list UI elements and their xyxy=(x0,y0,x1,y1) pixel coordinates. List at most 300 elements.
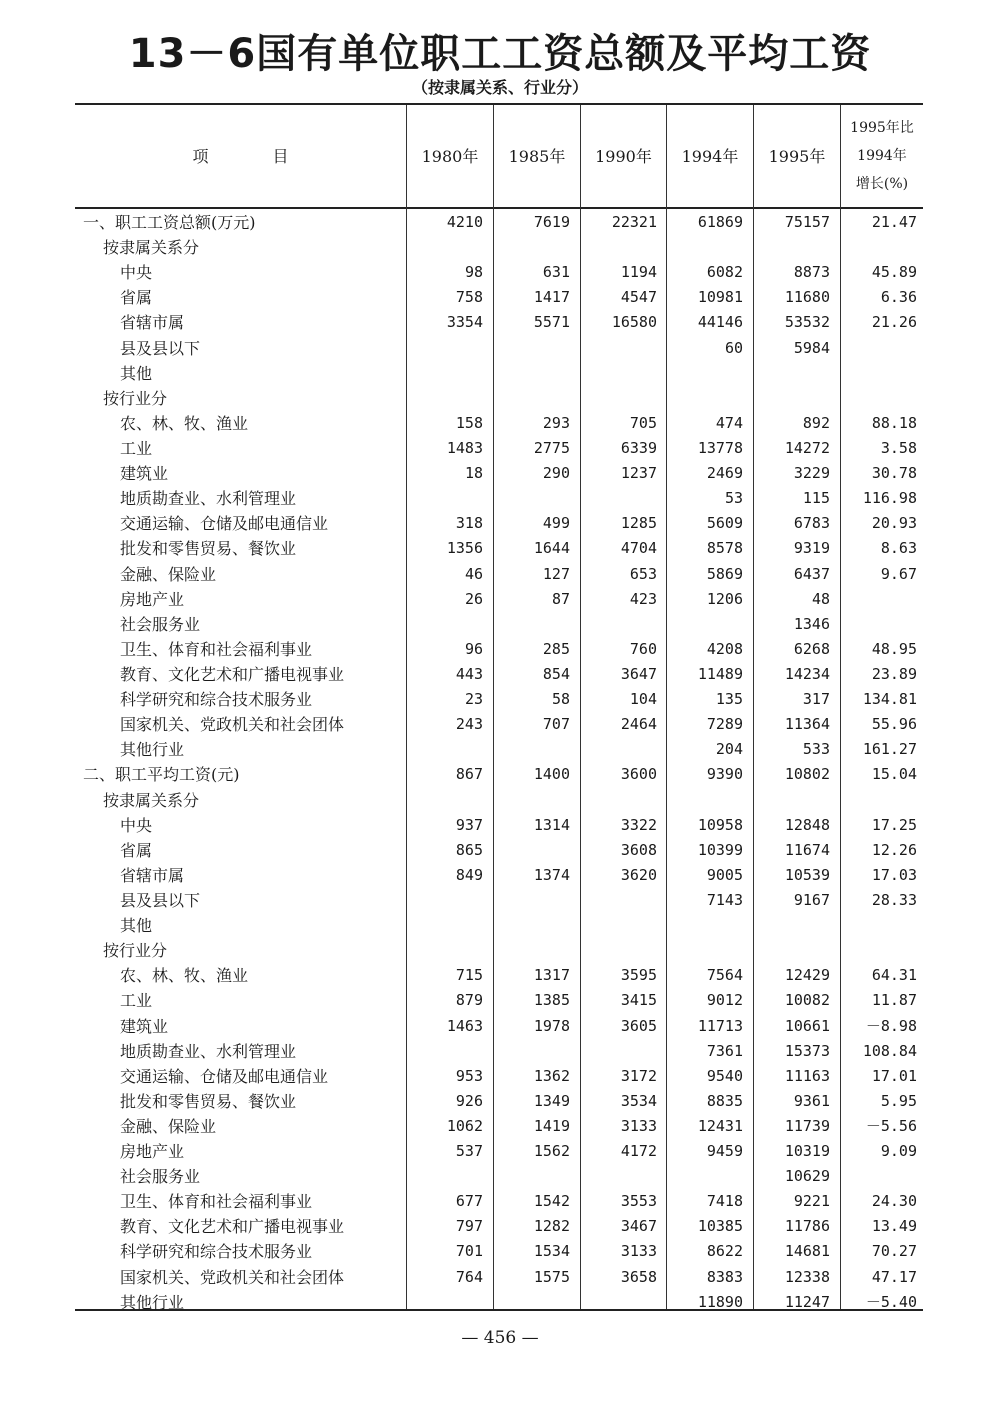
row-label: 教育、文化艺术和广播电视事业 xyxy=(120,1217,345,1237)
value-1980 xyxy=(408,386,483,411)
header-1994: 1994年 xyxy=(681,147,739,166)
row-label: 社会服务业 xyxy=(120,1167,201,1187)
table-row xyxy=(75,838,923,863)
value-1990: 3658 xyxy=(620,1267,657,1286)
value-1980 xyxy=(408,913,483,938)
value-1990 xyxy=(582,938,657,963)
value-growth: 5.95 xyxy=(880,1091,917,1110)
table-row xyxy=(75,1139,923,1164)
value-growth: 17.03 xyxy=(871,865,917,884)
value-1995: 9167 xyxy=(793,890,830,909)
value-1980: 1062 xyxy=(446,1116,483,1135)
value-1994: 11489 xyxy=(697,664,743,683)
value-1980: 715 xyxy=(455,966,483,985)
value-1990 xyxy=(582,737,657,762)
value-1994: 61869 xyxy=(697,213,743,231)
value-1995: 8873 xyxy=(793,263,830,282)
value-1994: 8622 xyxy=(706,1242,743,1261)
value-growth: 9.09 xyxy=(880,1142,917,1161)
row-label: 省属 xyxy=(120,288,153,308)
value-1994: 7564 xyxy=(706,966,743,985)
value-1995 xyxy=(755,386,830,411)
value-1994: 5609 xyxy=(706,514,743,533)
row-label: 批发和零售贸易、餐饮业 xyxy=(120,539,297,559)
value-1985: 1644 xyxy=(533,539,570,558)
value-1980: 701 xyxy=(455,1242,483,1261)
value-1995 xyxy=(755,913,830,938)
value-1980 xyxy=(408,737,483,762)
value-1995: 11674 xyxy=(784,840,830,859)
value-growth: 55.96 xyxy=(871,715,917,734)
table-row xyxy=(75,1039,923,1064)
table-row xyxy=(75,461,923,486)
value-1990 xyxy=(582,612,657,637)
row-label: 其他 xyxy=(120,916,153,936)
value-growth: 13.49 xyxy=(871,1217,917,1236)
header-1995: 1995年 xyxy=(768,147,826,166)
value-1994: 8383 xyxy=(706,1267,743,1286)
table-row xyxy=(75,511,923,536)
page-title: 13－6国有单位职工工资总额及平均工资 xyxy=(128,31,872,77)
value-1990: 653 xyxy=(629,564,657,583)
value-1990: 3553 xyxy=(620,1192,657,1211)
value-1985: 290 xyxy=(542,464,570,483)
value-1990: 22321 xyxy=(611,213,657,231)
value-1985 xyxy=(495,938,570,963)
value-1995 xyxy=(755,361,830,386)
value-1994: 1206 xyxy=(706,589,743,608)
value-1985: 1317 xyxy=(533,966,570,985)
value-1985: 1400 xyxy=(533,765,570,784)
value-1994: 44146 xyxy=(697,313,743,332)
table-row xyxy=(75,612,923,637)
value-1990: 2464 xyxy=(620,715,657,734)
value-1994: 9012 xyxy=(706,991,743,1010)
value-1995: 14272 xyxy=(784,438,830,457)
value-1985: 1362 xyxy=(533,1066,570,1085)
row-label: 其他行业 xyxy=(120,1292,185,1312)
value-1980: 677 xyxy=(455,1192,483,1211)
value-1985: 1374 xyxy=(533,865,570,884)
value-1980: 243 xyxy=(455,715,483,734)
value-growth: 28.33 xyxy=(871,890,917,909)
value-1985: 7619 xyxy=(533,213,570,231)
row-label: 地质勘查业、水利管理业 xyxy=(120,489,297,509)
value-growth xyxy=(842,386,917,411)
value-1980: 18 xyxy=(464,464,483,483)
value-growth: 47.17 xyxy=(871,1267,917,1286)
value-1994: 9390 xyxy=(706,765,743,784)
value-1995: 10802 xyxy=(784,765,830,784)
value-1994: 4208 xyxy=(706,639,743,658)
value-1995 xyxy=(755,938,830,963)
value-1985 xyxy=(495,235,570,260)
value-1985 xyxy=(495,888,570,913)
value-1980: 96 xyxy=(464,639,483,658)
value-1995: 12848 xyxy=(784,815,830,834)
table-row xyxy=(75,1214,923,1239)
value-1985: 1349 xyxy=(533,1091,570,1110)
value-1995: 11680 xyxy=(784,288,830,307)
value-1980 xyxy=(408,361,483,386)
value-1980: 926 xyxy=(455,1091,483,1110)
value-1990: 3605 xyxy=(620,1016,657,1035)
table-row xyxy=(75,486,923,511)
row-label: 省辖市属 xyxy=(120,313,185,333)
value-1995: 12429 xyxy=(784,966,830,985)
value-1990: 760 xyxy=(629,639,657,658)
value-1980: 797 xyxy=(455,1217,483,1236)
value-growth xyxy=(842,235,917,260)
value-growth xyxy=(842,612,917,637)
value-1995: 10082 xyxy=(784,991,830,1010)
table-row xyxy=(75,210,923,235)
value-1990: 16580 xyxy=(611,313,657,332)
value-1990: 3647 xyxy=(620,664,657,683)
value-1995: 11247 xyxy=(784,1292,830,1311)
value-growth: 161.27 xyxy=(862,740,917,759)
value-1995: 75157 xyxy=(784,213,830,231)
row-label: 省属 xyxy=(120,840,153,860)
table-row xyxy=(75,788,923,813)
header-growth-line1: 1995年比 xyxy=(850,119,914,136)
row-label: 建筑业 xyxy=(120,1016,169,1036)
value-1995: 6783 xyxy=(793,514,830,533)
row-label: 社会服务业 xyxy=(120,614,201,634)
value-1980: 26 xyxy=(464,589,483,608)
row-label: 一、职工工资总额(万元) xyxy=(83,213,256,232)
value-1994: 8578 xyxy=(706,539,743,558)
value-1990: 104 xyxy=(629,690,657,709)
table-row xyxy=(75,436,923,461)
row-label: 卫生、体育和社会福利事业 xyxy=(120,639,313,659)
value-1990: 4547 xyxy=(620,288,657,307)
value-1995: 10319 xyxy=(784,1142,830,1161)
table-row xyxy=(75,361,923,386)
row-label: 按隶属关系分 xyxy=(103,238,200,258)
value-1980: 3354 xyxy=(446,313,483,332)
value-growth: －5.56 xyxy=(865,1116,917,1135)
value-growth: 21.47 xyxy=(871,213,917,231)
row-label: 二、职工平均工资(元) xyxy=(83,765,240,785)
table-row xyxy=(75,562,923,587)
value-1995: 15373 xyxy=(784,1041,830,1060)
value-growth: 70.27 xyxy=(871,1242,917,1261)
row-label: 科学研究和综合技术服务业 xyxy=(120,1242,313,1262)
table-row xyxy=(75,1164,923,1189)
value-1985: 1282 xyxy=(533,1217,570,1236)
row-label: 其他 xyxy=(120,363,153,383)
value-1995: 10661 xyxy=(784,1016,830,1035)
value-1995: 14681 xyxy=(784,1242,830,1261)
value-1980: 865 xyxy=(455,840,483,859)
table-row xyxy=(75,737,923,762)
value-growth xyxy=(842,336,917,361)
value-1980: 879 xyxy=(455,991,483,1010)
row-label: 房地产业 xyxy=(120,589,185,609)
value-1995: 9319 xyxy=(793,539,830,558)
value-1985 xyxy=(495,361,570,386)
row-label: 交通运输、仓储及邮电通信业 xyxy=(120,514,329,534)
value-growth: －5.40 xyxy=(865,1292,917,1311)
row-label: 中央 xyxy=(120,263,153,283)
table-row xyxy=(75,1290,923,1315)
value-1994: 9005 xyxy=(706,865,743,884)
value-1995: 14234 xyxy=(784,664,830,683)
row-label: 房地产业 xyxy=(120,1142,185,1162)
value-1995: 115 xyxy=(802,489,830,508)
value-growth: 15.04 xyxy=(871,765,917,784)
value-1990 xyxy=(582,888,657,913)
value-1995: 6268 xyxy=(793,639,830,658)
table-row xyxy=(75,1064,923,1089)
value-1990 xyxy=(582,486,657,511)
value-1994 xyxy=(668,612,743,637)
value-1995: 1346 xyxy=(793,614,830,633)
value-1994: 11890 xyxy=(697,1292,743,1311)
value-growth xyxy=(842,361,917,386)
value-1980: 537 xyxy=(455,1142,483,1161)
value-1980: 849 xyxy=(455,865,483,884)
value-1994: 8835 xyxy=(706,1091,743,1110)
table-row xyxy=(75,662,923,687)
table-row xyxy=(75,863,923,888)
value-growth: 24.30 xyxy=(871,1192,917,1211)
value-1994: 9459 xyxy=(706,1142,743,1161)
table-row xyxy=(75,637,923,662)
value-1990: 4172 xyxy=(620,1142,657,1161)
value-1980: 98 xyxy=(464,263,483,282)
value-growth: 20.93 xyxy=(871,514,917,533)
value-1995: 11364 xyxy=(784,715,830,734)
table-row xyxy=(75,1114,923,1139)
value-growth: 30.78 xyxy=(871,464,917,483)
value-1990 xyxy=(582,336,657,361)
value-1985: 1419 xyxy=(533,1116,570,1135)
value-1995: 48 xyxy=(811,589,830,608)
value-1990 xyxy=(582,913,657,938)
row-label: 省辖市属 xyxy=(120,865,185,885)
value-1995: 892 xyxy=(802,413,830,432)
value-1985: 293 xyxy=(542,413,570,432)
value-1980: 4210 xyxy=(446,213,483,231)
page-subtitle: （按隶属关系、行业分） xyxy=(411,78,588,97)
value-1990: 1194 xyxy=(620,263,657,282)
row-label: 地质勘查业、水利管理业 xyxy=(120,1041,297,1061)
value-1980 xyxy=(408,336,483,361)
value-1985: 1385 xyxy=(533,991,570,1010)
value-1985 xyxy=(495,486,570,511)
value-growth: 6.36 xyxy=(880,288,917,307)
value-1980: 937 xyxy=(455,815,483,834)
value-1985 xyxy=(495,1164,570,1189)
value-1994: 10399 xyxy=(697,840,743,859)
value-1980 xyxy=(408,612,483,637)
value-growth: 12.26 xyxy=(871,840,917,859)
row-label: 金融、保险业 xyxy=(120,564,217,584)
table-row xyxy=(75,235,923,260)
value-1994 xyxy=(668,386,743,411)
value-1990: 3600 xyxy=(620,765,657,784)
row-label: 建筑业 xyxy=(120,464,169,484)
table-row xyxy=(75,913,923,938)
value-growth xyxy=(842,587,917,612)
table-body xyxy=(75,210,923,1315)
value-1980 xyxy=(408,938,483,963)
header-growth-line3: 增长(%) xyxy=(855,175,909,192)
value-1980 xyxy=(408,1164,483,1189)
value-1995: 53532 xyxy=(784,313,830,332)
value-1985 xyxy=(495,1290,570,1315)
value-1994: 2469 xyxy=(706,464,743,483)
value-1985: 631 xyxy=(542,263,570,282)
value-1985: 285 xyxy=(542,639,570,658)
table-row xyxy=(75,310,923,335)
value-growth: －8.98 xyxy=(865,1016,917,1035)
value-growth xyxy=(842,788,917,813)
value-1990: 3133 xyxy=(620,1116,657,1135)
value-1990 xyxy=(582,1290,657,1315)
value-1990: 6339 xyxy=(620,438,657,457)
value-growth: 17.01 xyxy=(871,1066,917,1085)
value-1985 xyxy=(495,788,570,813)
table-row xyxy=(75,687,923,712)
row-label: 交通运输、仓储及邮电通信业 xyxy=(120,1066,329,1086)
value-growth: 108.84 xyxy=(862,1041,917,1060)
table-row xyxy=(75,1239,923,1264)
value-1985 xyxy=(495,1039,570,1064)
value-1980: 318 xyxy=(455,514,483,533)
value-1995: 12338 xyxy=(784,1267,830,1286)
value-growth xyxy=(842,938,917,963)
table-row xyxy=(75,888,923,913)
value-1985 xyxy=(495,336,570,361)
value-1985: 854 xyxy=(542,664,570,683)
value-1994: 10958 xyxy=(697,815,743,834)
value-1980: 953 xyxy=(455,1066,483,1085)
row-label: 农、林、牧、渔业 xyxy=(120,413,249,433)
value-1985 xyxy=(495,612,570,637)
value-1995: 6437 xyxy=(793,564,830,583)
value-1980 xyxy=(408,888,483,913)
value-1985: 1314 xyxy=(533,815,570,834)
header-growth-line2: 1994年 xyxy=(857,147,907,164)
value-1994: 7361 xyxy=(706,1041,743,1060)
value-1985: 1562 xyxy=(533,1142,570,1161)
value-1990: 3467 xyxy=(620,1217,657,1236)
row-label: 县及县以下 xyxy=(120,890,201,910)
value-1990: 705 xyxy=(629,413,657,432)
table-row xyxy=(75,587,923,612)
page-number: — 456 — xyxy=(461,1328,539,1348)
value-1994: 11713 xyxy=(697,1016,743,1035)
value-1990: 3322 xyxy=(620,815,657,834)
value-1995: 11739 xyxy=(784,1116,830,1135)
row-label: 科学研究和综合技术服务业 xyxy=(120,690,313,710)
value-1990: 4704 xyxy=(620,539,657,558)
value-1985 xyxy=(495,386,570,411)
row-label: 批发和零售贸易、餐饮业 xyxy=(120,1091,297,1111)
header-growth xyxy=(841,103,923,208)
value-1990 xyxy=(582,235,657,260)
value-1980: 1356 xyxy=(446,539,483,558)
table-row xyxy=(75,260,923,285)
value-1995: 5984 xyxy=(793,338,830,357)
row-label: 按行业分 xyxy=(103,388,168,408)
value-1990: 1237 xyxy=(620,464,657,483)
row-label: 国家机关、党政机关和社会团体 xyxy=(120,715,345,735)
value-1990: 3620 xyxy=(620,865,657,884)
value-1995: 3229 xyxy=(793,464,830,483)
value-growth: 88.18 xyxy=(871,413,917,432)
value-1990 xyxy=(582,386,657,411)
value-1980: 443 xyxy=(455,664,483,683)
value-1994: 10385 xyxy=(697,1217,743,1236)
header-item: 项 目 xyxy=(192,147,289,166)
value-1980: 1483 xyxy=(446,438,483,457)
value-1980: 46 xyxy=(464,564,483,583)
value-1994: 204 xyxy=(715,740,743,759)
value-1995 xyxy=(755,235,830,260)
row-label: 县及县以下 xyxy=(120,338,201,358)
value-1994 xyxy=(668,938,743,963)
value-growth: 134.81 xyxy=(862,690,917,709)
row-label: 中央 xyxy=(120,815,153,835)
value-1995: 11163 xyxy=(784,1066,830,1085)
value-1995: 11786 xyxy=(784,1217,830,1236)
value-1990 xyxy=(582,361,657,386)
row-label: 金融、保险业 xyxy=(120,1116,217,1136)
value-growth: 116.98 xyxy=(862,489,917,508)
value-growth: 9.67 xyxy=(880,564,917,583)
table-row xyxy=(75,963,923,988)
value-growth: 23.89 xyxy=(871,664,917,683)
value-growth xyxy=(842,913,917,938)
header-1980: 1980年 xyxy=(421,147,479,166)
value-1990: 3595 xyxy=(620,966,657,985)
row-label: 卫生、体育和社会福利事业 xyxy=(120,1192,313,1212)
table-row xyxy=(75,1265,923,1290)
table-row xyxy=(75,336,923,361)
value-1995: 9221 xyxy=(793,1192,830,1211)
value-1980 xyxy=(408,788,483,813)
row-label: 教育、文化艺术和广播电视事业 xyxy=(120,664,345,684)
value-1985: 1417 xyxy=(533,288,570,307)
value-growth: 64.31 xyxy=(871,966,917,985)
value-1980: 764 xyxy=(455,1267,483,1286)
value-1994 xyxy=(668,361,743,386)
value-1994 xyxy=(668,1164,743,1189)
table-row xyxy=(75,813,923,838)
value-1995: 533 xyxy=(802,740,830,759)
value-1994: 60 xyxy=(724,338,743,357)
value-1994: 7418 xyxy=(706,1192,743,1211)
value-growth: 8.63 xyxy=(880,539,917,558)
value-1994: 5869 xyxy=(706,564,743,583)
value-1985 xyxy=(495,913,570,938)
value-1990: 423 xyxy=(629,589,657,608)
value-1990 xyxy=(582,1039,657,1064)
value-1995: 317 xyxy=(802,690,830,709)
table-row xyxy=(75,285,923,310)
value-1994: 7289 xyxy=(706,715,743,734)
value-1985 xyxy=(495,737,570,762)
value-1995: 9361 xyxy=(793,1091,830,1110)
value-1994: 474 xyxy=(715,413,743,432)
value-1985: 58 xyxy=(551,690,570,709)
value-growth: 17.25 xyxy=(871,815,917,834)
value-1990: 3133 xyxy=(620,1242,657,1261)
